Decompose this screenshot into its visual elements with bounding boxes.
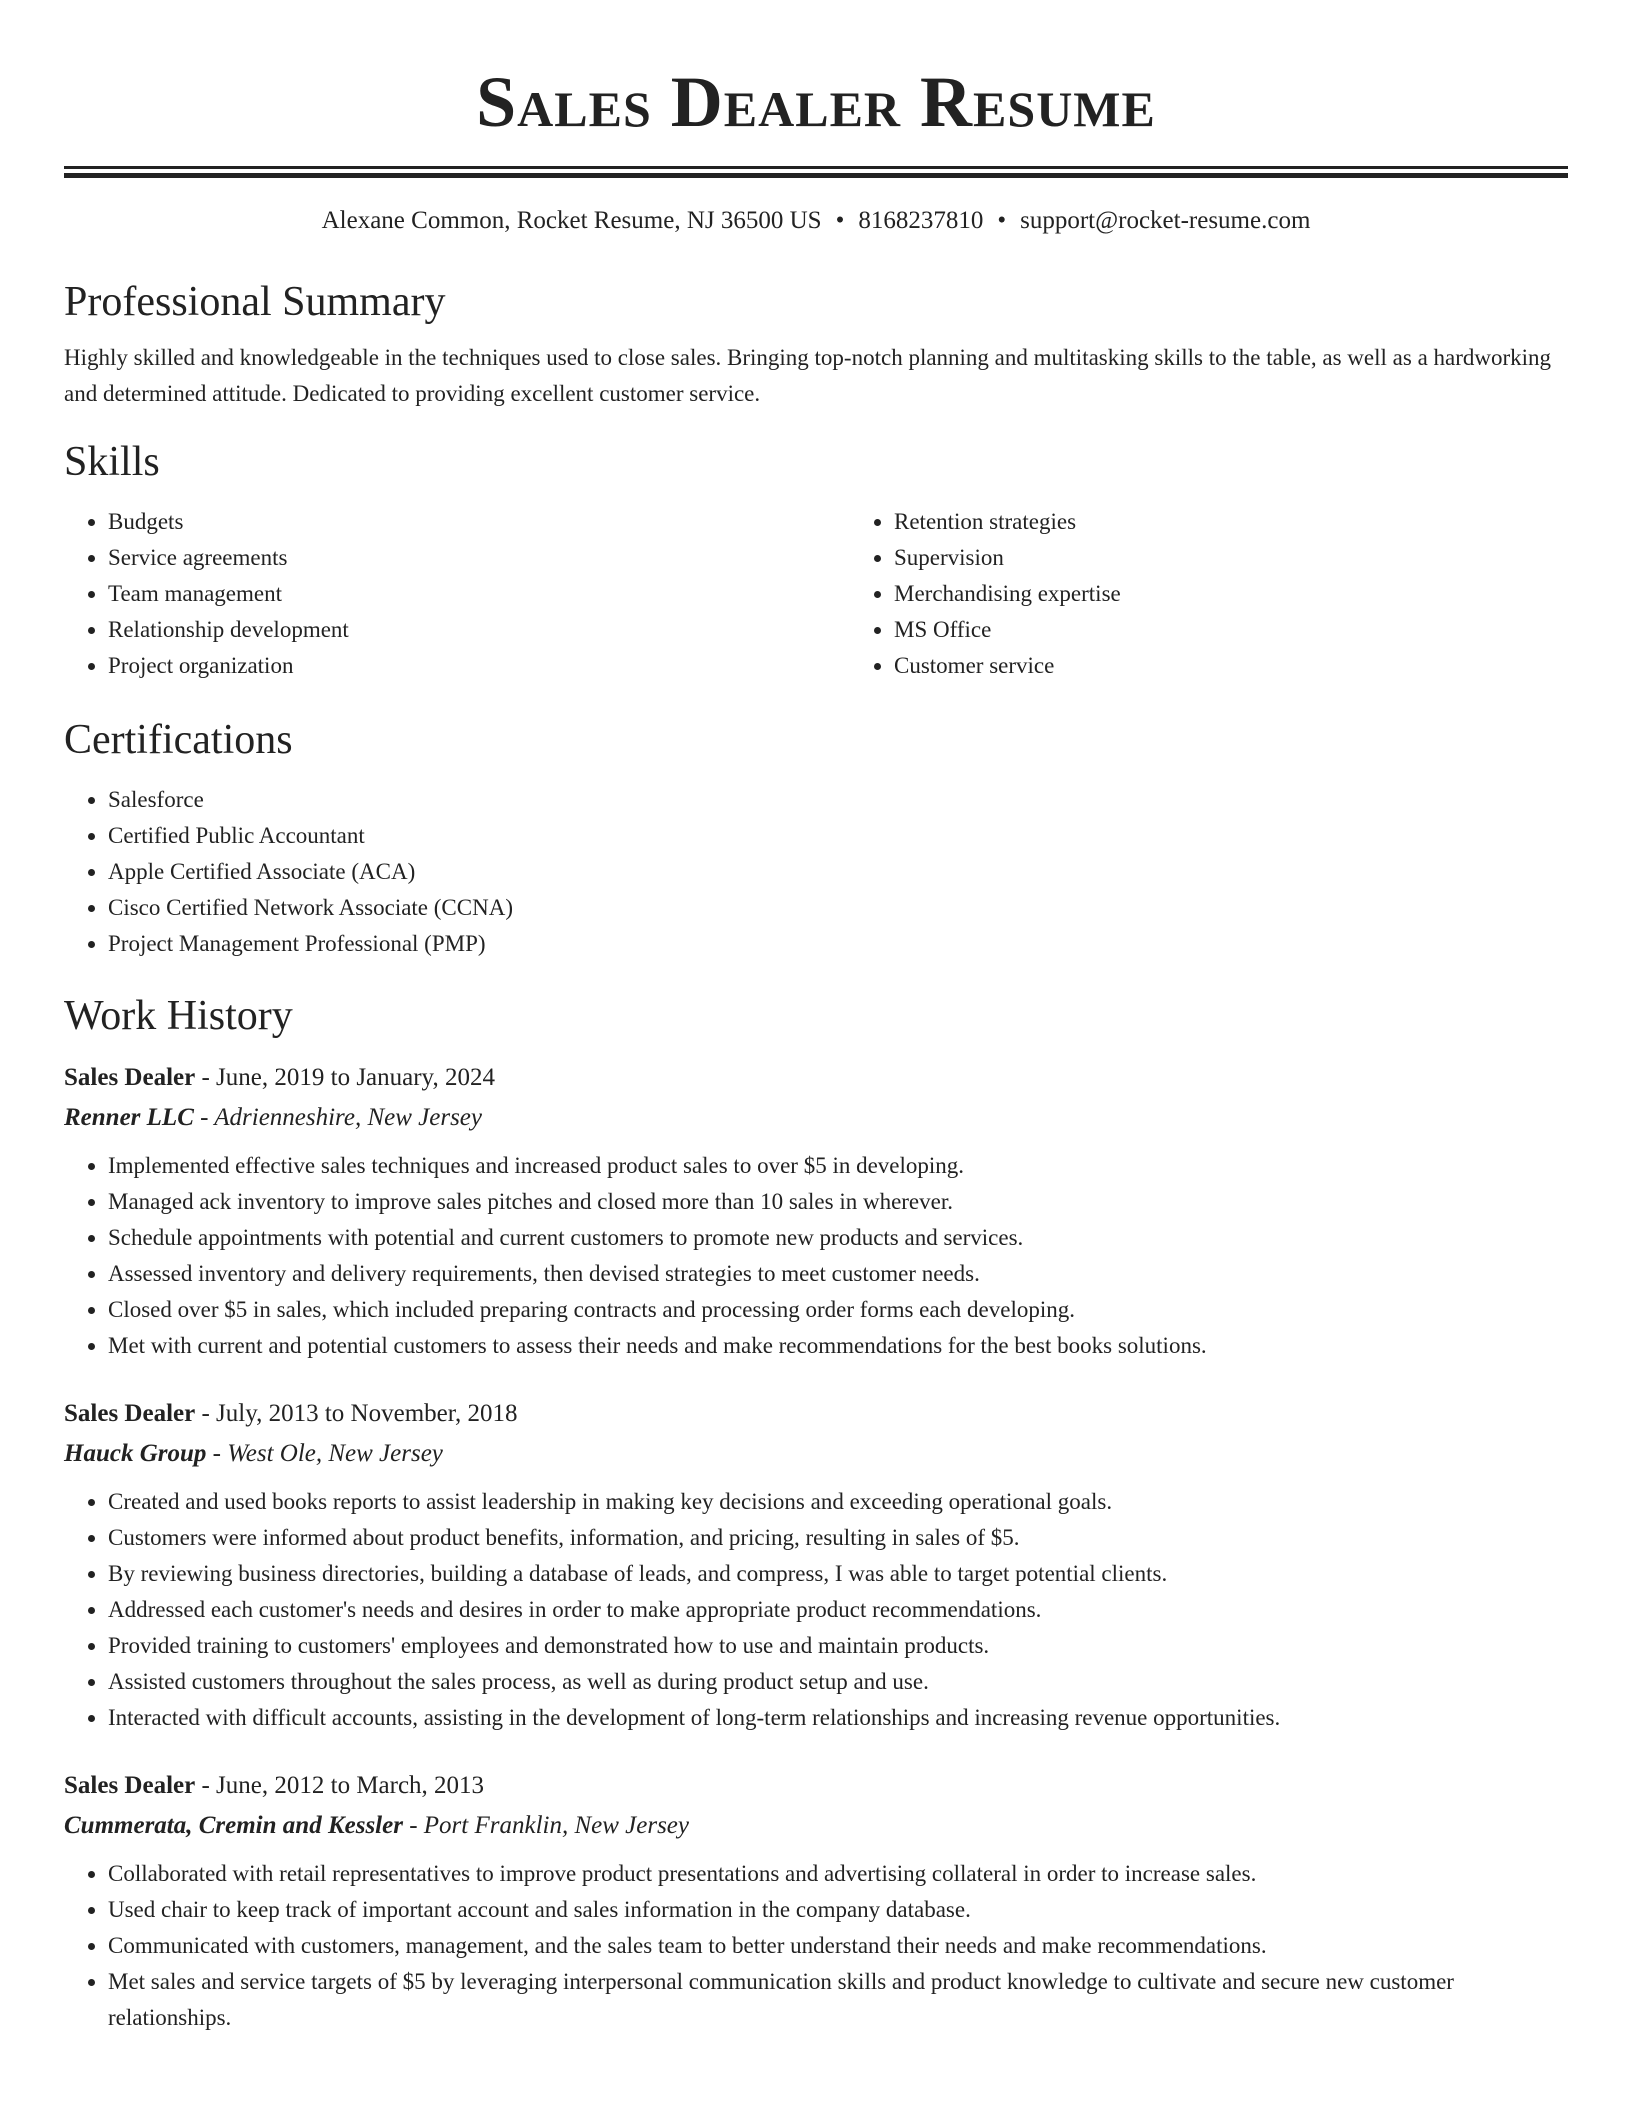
contact-separator: • <box>835 207 845 234</box>
job-entry <box>64 1394 1568 1736</box>
job-bullet: • Assessed inventory and delivery requirements, then devised strategies to meet customer needs. <box>108 1256 1568 1292</box>
job-location: - Adrienneshire, New Jersey <box>193 1104 482 1131</box>
skill-item: • Supervision <box>894 540 1632 576</box>
job-bullets <box>64 1484 1568 1736</box>
contact-phone: 8168237810 <box>858 207 984 234</box>
skill-item: • Relationship development <box>108 612 850 648</box>
job-employer <box>64 1434 1568 1474</box>
job-bullet: • Implemented effective sales techniques and increased product sales to over $5 in developing. <box>108 1148 1568 1184</box>
work-history-section <box>64 988 1568 2036</box>
job-dates: - July, 2013 to November, 2018 <box>195 1400 518 1427</box>
job-bullet: • Communicated with customers, management, and the sales team to better understand their needs and make recommendations. <box>108 1928 1568 1964</box>
skill-item: • Budgets <box>108 504 850 540</box>
job-employer <box>64 1098 1568 1138</box>
certification-item: • Cisco Certified Network Associate (CCNA) <box>108 890 1568 926</box>
certification-item: • Certified Public Accountant <box>108 818 1568 854</box>
job-dates: - June, 2012 to March, 2013 <box>195 1772 485 1799</box>
skill-item: • Service agreements <box>108 540 850 576</box>
skills-section <box>64 434 1568 684</box>
job-bullets <box>64 1856 1568 2036</box>
job-title: Sales Dealer <box>64 1772 196 1799</box>
certification-item: • Project Management Professional (PMP) <box>108 926 1568 962</box>
job-bullet: • Collaborated with retail representatives to improve product presentations and advertising collateral in order to increase sales. <box>108 1856 1568 1892</box>
skills-list-left <box>64 504 850 684</box>
certifications-list <box>64 782 1568 962</box>
job-bullet: • Closed over $5 in sales, which included preparing contracts and processing order forms each developing. <box>108 1292 1568 1328</box>
summary-text: Highly skilled and knowledgeable in the techniques used to close sales. Bringing top-notch planning and multitasking skills to the table, as well as a hardworking and determined attitude. Dedicated to providing excellent customer service. <box>64 345 1552 406</box>
summary-heading: Professional Summary <box>64 279 446 325</box>
contact-line <box>64 204 1568 238</box>
job-entry <box>64 1058 1568 1364</box>
job-bullet: • Assisted customers throughout the sales process, as well as during product setup and use. <box>108 1664 1568 1700</box>
job-company: Cummerata, Cremin and Kessler <box>64 1812 403 1839</box>
job-bullet: • Created and used books reports to assist leadership in making key decisions and exceeding operational goals. <box>108 1484 1568 1520</box>
job-bullet: • By reviewing business directories, building a database of leads, and compress, I was able to target potential clients. <box>108 1556 1568 1592</box>
job-title: Sales Dealer <box>64 1064 196 1091</box>
skills-list-right <box>850 504 1632 684</box>
skills-columns <box>64 504 1568 684</box>
job-company: Hauck Group <box>64 1440 207 1467</box>
certifications-section <box>64 712 1568 962</box>
job-bullet: • Addressed each customer's needs and desires in order to make appropriate product recommendations. <box>108 1592 1568 1628</box>
certification-item: • Salesforce <box>108 782 1568 818</box>
job-location: - Port Franklin, New Jersey <box>402 1812 690 1839</box>
job-header <box>64 1058 1568 1098</box>
job-bullet: • Used chair to keep track of important account and sales information in the company database. <box>108 1892 1568 1928</box>
skill-item: • Merchandising expertise <box>894 576 1632 612</box>
job-dates: - June, 2019 to January, 2024 <box>195 1064 495 1091</box>
skill-item: • MS Office <box>894 612 1632 648</box>
certification-item: • Apple Certified Associate (ACA) <box>108 854 1568 890</box>
job-entry <box>64 1766 1568 2036</box>
title-divider <box>64 166 1568 178</box>
job-company: Renner LLC <box>64 1104 194 1131</box>
job-bullet: • Provided training to customers' employees and demonstrated how to use and maintain products. <box>108 1628 1568 1664</box>
skills-heading: Skills <box>64 439 160 485</box>
resume-title: Sales Dealer Resume <box>476 62 1156 142</box>
job-bullet: • Interacted with difficult accounts, assisting in the development of long-term relationships and increasing revenue opportunities. <box>108 1700 1568 1736</box>
skill-item: • Customer service <box>894 648 1632 684</box>
job-employer <box>64 1806 1568 1846</box>
job-bullet: • Met sales and service targets of $5 by leveraging interpersonal communication skills and product knowledge to cultivate and secure new customer relationships. <box>108 1964 1568 2036</box>
skill-item: • Team management <box>108 576 850 612</box>
work-history-heading: Work History <box>64 993 293 1039</box>
job-bullet: • Schedule appointments with potential and current customers to promote new products and services. <box>108 1220 1568 1256</box>
contact-email: support@rocket-resume.com <box>1020 207 1311 234</box>
job-bullet: • Managed ack inventory to improve sales pitches and closed more than 10 sales in wherever. <box>108 1184 1568 1220</box>
skill-item: • Retention strategies <box>894 504 1632 540</box>
job-bullets <box>64 1148 1568 1364</box>
contact-address: Alexane Common, Rocket Resume, NJ 36500 US <box>321 207 822 234</box>
contact-separator: • <box>997 207 1007 234</box>
skill-item: • Project organization <box>108 648 850 684</box>
summary-section <box>64 274 1568 412</box>
job-header <box>64 1394 1568 1434</box>
certifications-heading: Certifications <box>64 717 293 763</box>
job-bullet: • Met with current and potential customers to assess their needs and make recommendations for the best books solutions. <box>108 1328 1568 1364</box>
job-title: Sales Dealer <box>64 1400 196 1427</box>
job-header <box>64 1766 1568 1806</box>
job-location: - West Ole, New Jersey <box>206 1440 443 1467</box>
job-bullet: • Customers were informed about product benefits, information, and pricing, resulting in sales of $5. <box>108 1520 1568 1556</box>
